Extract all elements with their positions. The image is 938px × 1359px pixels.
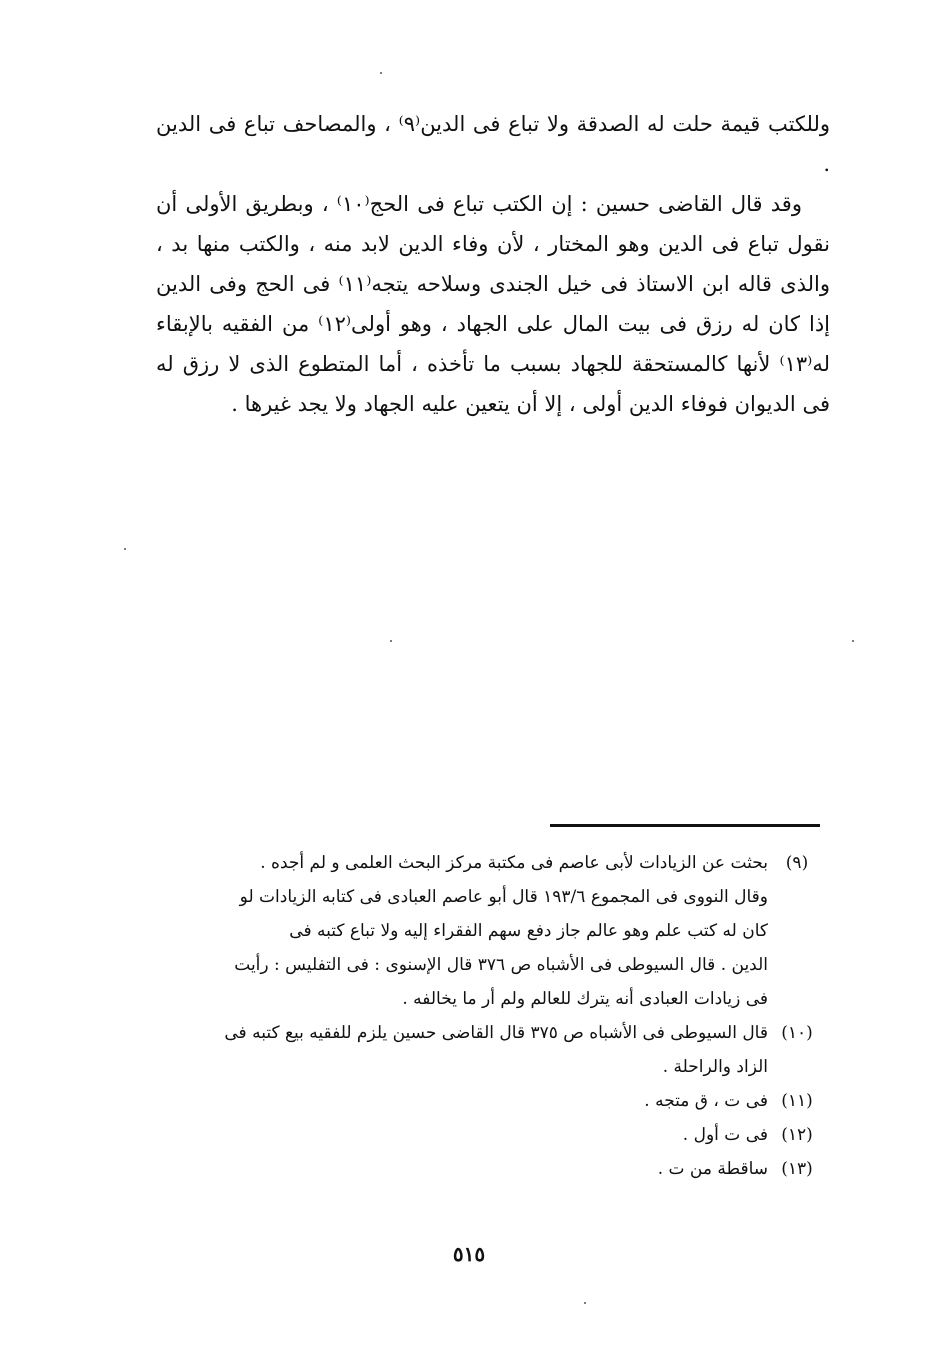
scan-speck xyxy=(852,640,854,642)
footnote-number: (١١) xyxy=(781,1091,813,1111)
footnote-line: ساقطة من ت . xyxy=(657,1159,768,1179)
footnote-line: الزاد والراحلة . xyxy=(662,1057,768,1077)
footnote-line: قال السيوطى فى الأشباه ص ٣٧٥ قال القاضى حسين يلزم للفقيه بيع كتبه فى xyxy=(224,1023,768,1043)
footnote-number: (١٣) xyxy=(781,1159,813,1179)
footnote-number: (١٠) xyxy=(781,1023,813,1043)
scan-speck xyxy=(584,1302,586,1304)
scan-speck xyxy=(380,72,382,74)
main-text xyxy=(156,104,830,424)
footnote-12 xyxy=(156,1118,826,1152)
footnote-line: كان له كتب علم وهو عالم جاز دفع سهم الفقراء إليه ولا تباع كتبه فى xyxy=(289,921,768,941)
footnote-text xyxy=(156,1084,768,1118)
footnote-line: بحثت عن الزيادات لأبى عاصم فى مكتبة مركز البحث العلمى و لم أجده . xyxy=(260,853,768,873)
scan-speck xyxy=(124,548,126,550)
footnote-text xyxy=(156,1152,768,1186)
footnote-text xyxy=(156,1118,768,1152)
footnote-line: فى ت ، ق متجه . xyxy=(644,1091,768,1111)
paragraph-2: وقد قال القاضى حسين : إن الكتب تباع فى الحج⁽١٠⁾ ، وبطريق الأولى أن نقول تباع فى الدين وهو المختار ، لأن وفاء الدين لابد منه ، والكتب منها بد ، والذى قاله ابن الاستاذ فى خيل الجندى وسلاحه يتجه⁽١١⁾ فى الحج وفى الدين إذا كان له رزق فى بيت المال على الجهاد ، وهو أولى⁽١٢⁾ من الفقيه بالإبقاء له⁽١٣⁾ لأنها كالمستحقة للجهاد بسبب ما تأخذه ، أما المتطوع الذى لا رزق له فى الديوان فوفاء الدين أولى ، إلا أن يتعين عليه الجهاد ولا يجد غيرها . xyxy=(156,192,831,416)
footnote-number: (١٢) xyxy=(781,1125,813,1145)
footnote-line: الدين . قال السيوطى فى الأشباه ص ٣٧٦ قال الإسنوى : فى التفليس : رأيت xyxy=(234,955,768,975)
footnote-number: (٩) xyxy=(785,853,809,873)
footnote-line: فى زيادات العبادى أنه يترك للعالم ولم أر ما يخالفه . xyxy=(402,989,768,1009)
footnote-line: فى ت أول . xyxy=(682,1125,768,1145)
page-number: ٥١٥ xyxy=(452,1242,486,1266)
footnote-text xyxy=(156,1016,768,1084)
footnote-13 xyxy=(156,1152,826,1186)
footnotes xyxy=(156,846,826,1186)
footnote-11 xyxy=(156,1084,826,1118)
footnote-9 xyxy=(156,846,826,1016)
paragraph-1: وللكتب قيمة حلت له الصدقة ولا تباع فى الدين⁽٩⁾ ، والمصاحف تباع فى الدين . xyxy=(156,112,830,176)
footnote-line: وقال النووى فى المجموع ١٩٣/٦ قال أبو عاصم العبادى فى كتابه الزيادات لو xyxy=(239,887,768,907)
footnote-10 xyxy=(156,1016,826,1084)
footnote-separator xyxy=(550,824,820,827)
footnote-text xyxy=(156,846,768,1016)
scan-speck xyxy=(390,640,392,642)
